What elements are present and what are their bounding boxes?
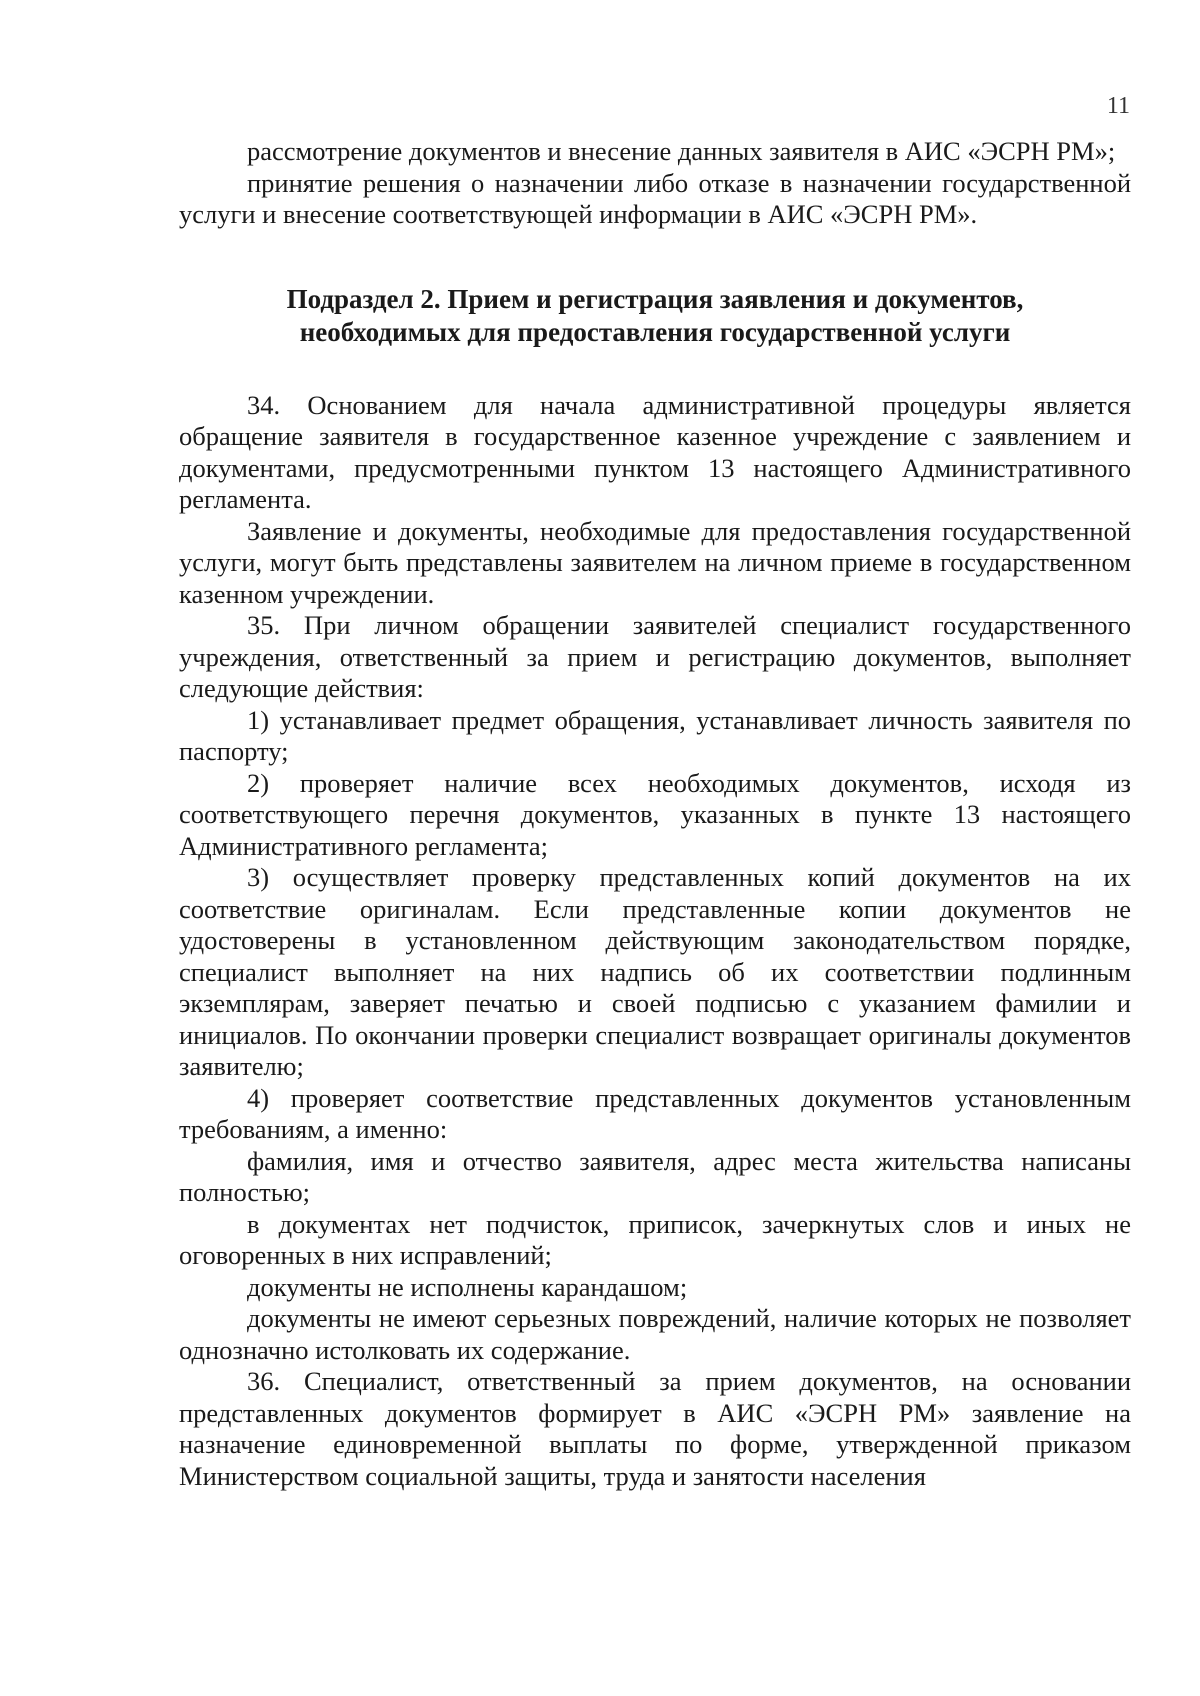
paragraph-35: 35. При личном обращении заявителей специалист государственного учреждения, ответственный за прием и регистрацию документов, выполняет следующие действия: bbox=[179, 610, 1131, 703]
list-item-4: 4) проверяет соответствие представленных документов установленным требованиям, а именно: bbox=[179, 1082, 1131, 1144]
requirement-item: документы не исполнены карандашом; bbox=[247, 1271, 688, 1302]
paragraph: рассмотрение документов и внесение данных заявителя в АИС «ЭСРН РМ»; bbox=[247, 136, 1116, 166]
paragraph: принятие решения о назначении либо отказе в назначении государственной услуги и внесение соответствующей информации в АИС «ЭСРН РМ». bbox=[179, 167, 1131, 229]
page-content bbox=[179, 136, 1131, 1492]
list-item-2: 2) проверяет наличие всех необходимых документов, исходя из соответствующего перечня документов, указанных в пункте 13 настоящего Административного регламента; bbox=[179, 767, 1131, 861]
paragraph-36: 36. Специалист, ответственный за прием документов, на основании представленных документов формирует в АИС «ЭСРН РМ» заявление на назначение единовременной выплаты по форме, утвержденной приказом Министерством социальной защиты, труда и занятости населения bbox=[179, 1366, 1131, 1491]
requirement-item: фамилия, имя и отчество заявителя, адрес места жительства написаны полностью; bbox=[179, 1145, 1131, 1207]
requirement-item: документы не имеют серьезных повреждений, наличие которых не позволяет однозначно истолковать их содержание. bbox=[179, 1303, 1131, 1365]
list-item-1: 1) устанавливает предмет обращения, устанавливает личность заявителя по паспорту; bbox=[179, 704, 1131, 766]
section-heading-line: необходимых для предоставления государственной услуги bbox=[299, 316, 1011, 347]
paragraph-34: 34. Основанием для начала административной процедуры является обращение заявителя в государственное казенное учреждение с заявлением и документами, предусмотренными пунктом 13 настоящего Административного регламента. bbox=[179, 389, 1131, 514]
section-heading-line: Подраздел 2. Прием и регистрация заявления и документов, bbox=[286, 283, 1024, 314]
paragraph: Заявление и документы, необходимые для предоставления государственной услуги, могут быть представлены заявителем на личном приеме в государственном казенном учреждении. bbox=[179, 515, 1131, 609]
list-item-3: 3) осуществляет проверку представленных копий документов на их соответствие оригиналам. Если представленные копии документов не удостоверены в установленном действующим законодательством порядке, специалист выполняет на них надпись об их соответствии подлинным экземплярам, заверяет печатью и своей подписью с указанием фамилии и инициалов. По окончании проверки специалист возвращает оригиналы документов заявителю; bbox=[179, 862, 1131, 1081]
section-heading bbox=[179, 283, 1131, 349]
page-number: 11 bbox=[1106, 93, 1130, 119]
requirement-item: в документах нет подчисток, приписок, зачеркнутых слов и иных не оговоренных в них исправлений; bbox=[179, 1208, 1131, 1270]
